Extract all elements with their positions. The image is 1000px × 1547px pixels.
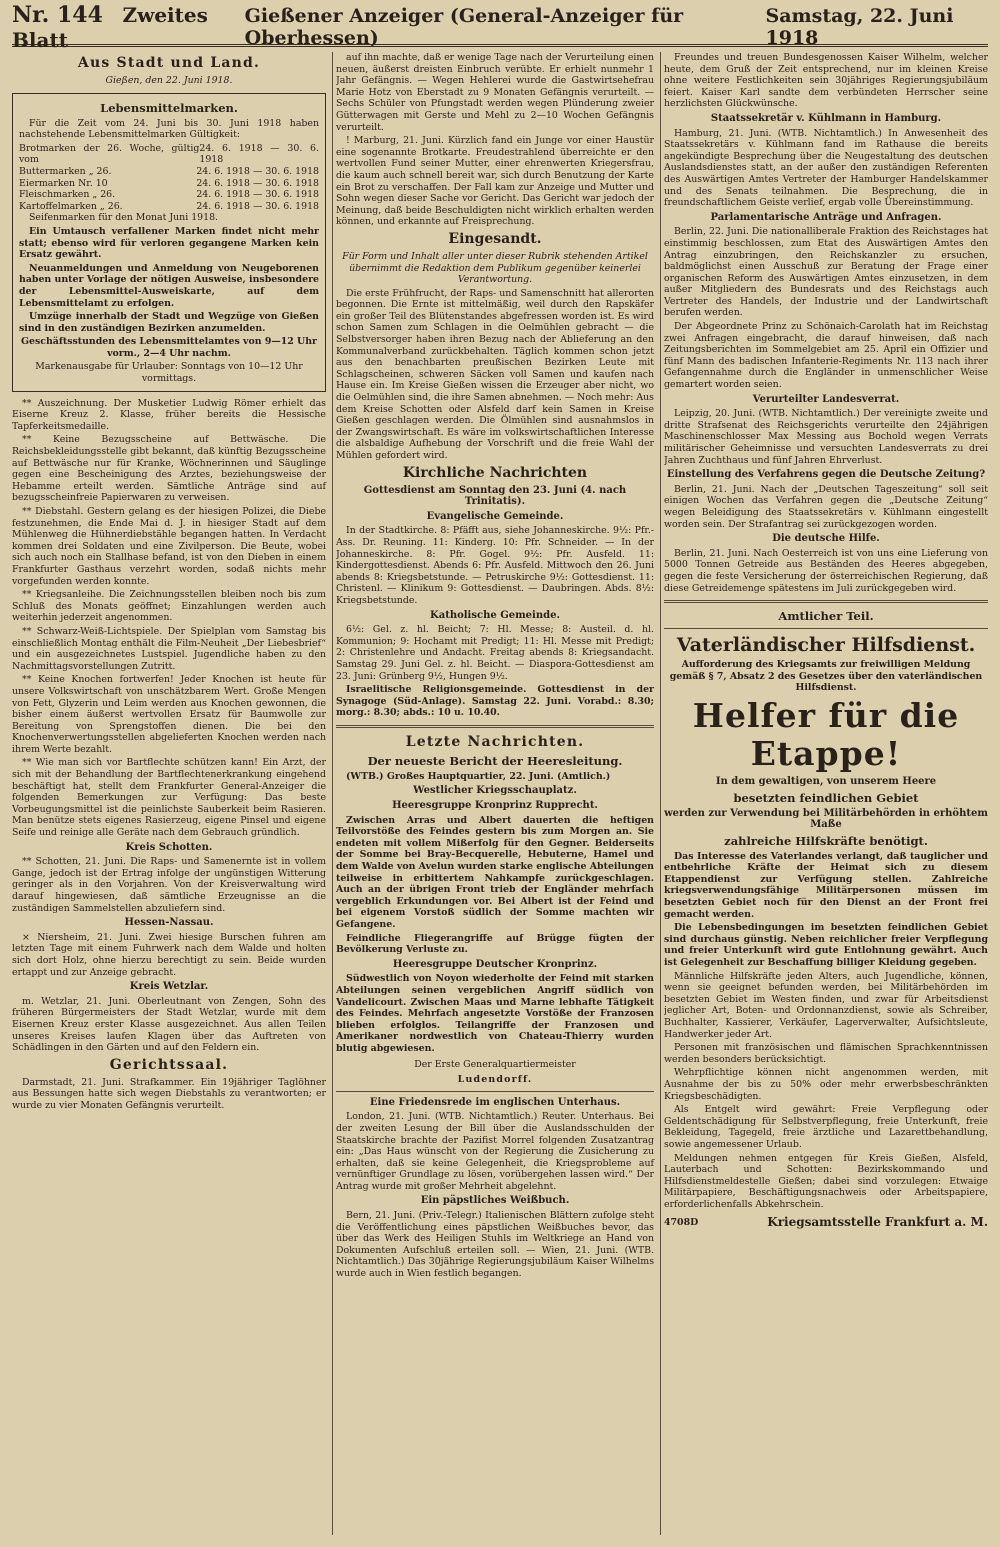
partei-heading: Parlamentarische Anträge und Anfragen. <box>710 211 942 223</box>
helfer-text: Personen mit französischen und flämischen Sprachkenntnissen werden besonders berücksichtigt. <box>664 1042 988 1065</box>
helfer-sub: zahlreiche Hilfskräfte benötigt. <box>724 833 928 848</box>
box-row: Eiermarken Nr. 10 24. 6. 1918 — 30. 6. 1918 <box>19 177 319 189</box>
column-2 <box>336 52 661 1535</box>
newspaper-title: Gießener Anzeiger (General-Anzeiger für Oberhessen) <box>244 5 684 49</box>
news-item: ** Wie man sich vor Bartflechte schützen kann! Ein Arzt, der sich mit der Behandlung der Bartflechtenerkrankung eingehend beschäftigt hat, stellt dem Frankfurter General-Anzeiger die folgenden Bemerkungen zur Verfügung: Das beste Vorbeugungsmittel ist die peinlichste Sauberkeit beim Rasieren. Man benütze stets eigenes Rasierzeug, eigene Pinsel und eigene Seife und reinige alle Geräte nach dem Gebrauch gründlich. <box>12 757 326 839</box>
eingesandt-heading: Eingesandt. <box>448 230 542 247</box>
box-note: Markenausgabe für Urlauber: Sonntags von 10—12 Uhr vormittags. <box>35 361 303 385</box>
kirchliche-sub: Gottesdienst am Sonntag den 23. Juni (4. nach Trinitatis). <box>363 484 627 508</box>
news-item: Feindliche Fliegerangriffe auf Brügge fügten der Bevölkerung Verluste zu. <box>336 932 654 956</box>
heeres-heading: Der neueste Bericht der Heeresleitung. <box>367 753 623 768</box>
evangelisch-heading: Evangelische Gemeinde. <box>426 510 564 522</box>
divider <box>336 725 654 728</box>
kirchliche-heading: Kirchliche Nachrichten <box>402 464 588 481</box>
news-item: In der Stadtkirche. 8: Pfäfft aus, siehe Johanneskirche. 9½: Pfr.-Ass. Dr. Reuning. 11: Kinderg. 10: Pfr. Schneider. — In der Johanneskirche. 8: Pfr. Gogel. 9½: Pfr. Ausfeld. 11: Kindergottesdienst. Abends 6: Pfr. Ausfeld. Mittwoch den 26. Juni abends 8: Kriegsbetstunde. — Petruskirche 9½: Gottesdienst. 11: Christenl. — Klinikum 9: Gottesdienst. — Daubringen. Abds. 8½: Kriegsbetstunde. <box>336 525 654 606</box>
gerichtssaal-heading: Gerichtssaal. <box>109 1056 229 1073</box>
vaterl-heading: Vaterländischer Hilfsdienst. <box>676 634 976 657</box>
friedensrede-heading: Eine Friedensrede im englischen Unterhaus. <box>369 1096 621 1108</box>
einstellung-heading: Einstellung des Verfahrens gegen die Deutsche Zeitung? <box>666 469 986 481</box>
news-item: Leipzig, 20. Juni. (WTB. Nichtamtlich.) Der vereinigte zweite und dritte Strafsenat des Reichsgerichts verurteilte den 24jährigen Maschinenschlosser Max Messing aus Bochold wegen Verrats militärischer Geheimnisse und versuchten Landesverrats zu drei Jahren Zuchthaus und fünf Jahren Ehrverlust. <box>664 408 988 466</box>
ad-code: 4708D <box>664 1216 699 1228</box>
news-item: m. Wetzlar, 21. Juni. Oberleutnant von Zengen, Sohn des früheren Bürgermeisters der Stadt Wetzlar, wurde mit dem Eisernen Kreuz erster Klasse ausgezeichnet. Aus allen Teilen unseres Kreises laufen Klagen über das Auftreten von Schädlingen in den Gärten und auf den Feldern ein. <box>12 995 326 1054</box>
column-1 <box>12 52 333 1535</box>
divider <box>336 1091 654 1092</box>
subheading-schotten: Kreis Schotten. <box>125 841 213 853</box>
box-row: Kartoffelmarken „ 26. 24. 6. 1918 — 30. 6. 1918 <box>19 200 319 212</box>
news-item: Der Abgeordnete Prinz zu Schönaich-Carolath hat im Reichstag zwei Anfragen eingebracht, die darauf hinweisen, daß nach Zeitungsberichten im Sommelgebiet am 25. April ein Offizier und fünf Mann des badischen Infanterie-Regiments Nr. 113 nach ihrer Gefangennahme durch die Engländer in unmenschlicher Weise gemartert worden seien. <box>664 321 988 391</box>
news-item: ** Schwarz-Weiß-Lichtspiele. Der Spielplan vom Samstag bis einschließlich Montag enthält die Film-Neuheit „Der Liebesbrief“ und ein ausgezeichnetes Lustspiel. Jugendliche haben zu den Nachmittagsvorstellungen Zutritt. <box>12 625 326 672</box>
box-row: Buttermarken „ 26. 24. 6. 1918 — 30. 6. 1918 <box>19 165 319 177</box>
box-note: Neuanmeldungen und Anmeldung von Neugeborenen haben unter Vorlage der nötigen Ausweise, insbesondere der Lebensmittel-Ausweiskarte, auf dem Lebensmittelamt zu erfolgen. <box>19 262 319 309</box>
news-item: Zwischen Arras und Albert dauerten die heftigen Teilvorstöße des Feindes gestern bis zum Morgen an. Sie endeten mit vollem Mißerfolg für den Gegner. Beiderseits der Somme bei Bray-Becquerelle, Hebuterne, Hamel und dem Walde von Avelun wurden starke englische Abteilungen teilweise in erbittertem Nahkampfe zurückgeschlagen. Auch an der übrigen Front trieb der Engländer mehrfach vergeblich Erkundungen vor. Bei Albert ist der Feind und bei eigenem Vorstoß südlich der Somme machten wir Gefangene. <box>336 814 654 930</box>
news-item: ** Schotten, 21. Juni. Die Raps- und Samenernte ist in vollem Gange, jedoch ist der Ertrag infolge der ungünstigen Witterung geringer als in den Vorjahren. Von der Kreisverwaltung wird darauf hingewiesen, daß sämtliche Erzeugnisse an die zuständigen Sammelstellen abzuliefern sind. <box>12 856 326 914</box>
news-item: Freundes und treuen Bundesgenossen Kaiser Wilhelm, welcher heute, dem Gruß der Zeit entsprechend, nur im kleinen Kreise ohne weitere Festlichkeiten sein 30jähriges Regierungsjubiläum feiert. Kaiser Karl sandte dem verbündeten Herrscher seine herzlichsten Glückwünsche. <box>664 52 988 110</box>
news-item: Südwestlich von Noyon wiederholte der Feind mit starken Abteilungen seinen vergeblichen Angriff südlich von Vandelicourt. Zwischen Maas und Marne lebhafte Tätigkeit des Feindes. Mehrfach angesetzte Vorstöße der Franzosen blieben erfolglos. Teilangriffe der Franzosen und Amerikaner nordwestlich von Chateau-Thierry wurden blutig abgewiesen. <box>336 973 654 1054</box>
subheading-wetzlar: Kreis Wetzlar. <box>129 981 209 993</box>
eingesandt-note: Für Form und Inhalt aller unter dieser Rubrik stehenden Artikel übernimmt die Redaktion dem Publikum gegenüber keinerlei Verantwortung. <box>342 250 648 286</box>
aufforderung: Aufforderung des Kriegsamts zur freiwilligen Meldung gemäß § 7, Absatz 2 des Gesetzes über den vaterländischen Hilfsdienst. <box>669 659 983 694</box>
dateline: Gießen, den 22. Juni 1918. <box>105 75 233 86</box>
issue-date: Samstag, 22. Juni 1918 <box>765 5 954 49</box>
rupprecht-heading: Heeresgruppe Kronprinz Rupprecht. <box>392 800 598 812</box>
news-item: ! Marburg, 21. Juni. Kürzlich fand ein Junge vor einer Haustür eine sogenannte Brotkarte. Freudestrahlend überreichte er den wertvollen Fund seiner Mutter, einer ehrenwerten Kriegersfrau, die kaum auch schnell bereit war, sich durch Benutzung der Karte ein Brot zu verschaffen. Der Fall kam zur Anzeige und Mutter und Sohn wegen dieser Sache vor Gericht. Das Gericht war jedoch der Meinung, daß beide Beschuldigten nicht wirklich erhalten werden können, und erkannte auf Freisprechung. <box>336 135 654 228</box>
helfer-text: Das Interesse des Vaterlandes verlangt, daß tauglicher und entbehrliche Kräfte der Heimat sich zu diesem Etappendienst zur Verfügung stellen. Zahlreiche kriegsverwendungsfähige Militärpersonen müssen im besetzten Gebiet noch für den Dienst an der Front frei gemacht werden. <box>664 850 988 920</box>
news-item: ** Keine Bezugsscheine auf Bettwäsche. Die Reichsbekleidungsstelle gibt bekannt, daß künftig Bezugsscheine auf Bettwäsche nur für Kranke, Wöchnerinnen und Säuglinge gegen eine Bescheinigung des Arztes, beziehungsweise der Hebamme erteilt werden. Sämtliche Anträge sind auf bezugsscheinfreie Papierwaren zu verweisen. <box>12 434 326 504</box>
box-row: Brotmarken der 26. Woche, gültig vom 24. 6. 1918 — 30. 6. 1918 <box>19 142 319 166</box>
section-heading: Aus Stadt und Land. <box>77 55 261 71</box>
lebensmittel-box <box>12 93 326 392</box>
signature-name: Ludendorff. <box>457 1074 533 1086</box>
divider <box>664 600 988 603</box>
issue-number: Nr. 144 <box>12 2 103 28</box>
news-item: London, 21. Juni. (WTB. Nichtamtlich.) Reuter. Unterhaus. Bei der zweiten Lesung der Bill über die Auslandsschulden der Staatskirche brachte der Pazifist Morrel folgenden Zusatzantrag ein: „Das Haus wünscht von der Regierung die Zusicherung zu erhalten, daß sie keine Gelegenheit, die Kriegsprobleme auf vernünftiger Grundlage zu lösen, vorübergehen lassen wird.“ Der Antrag wurde mit großer Mehrheit abgelehnt. <box>336 1111 654 1192</box>
helfer-sub: besetzten feindlichen Gebiet <box>733 790 919 805</box>
helfer-sub: In dem gewaltigen, von unserem Heere <box>715 775 937 787</box>
helfer-text: Die Lebensbedingungen im besetzten feindlichen Gebiet sind durchaus günstig. Neben reichlicher freier Verpflegung und freier Unterkunft wird gute Entlohnung gewährt. Auch ist Gelegenheit zur Beschaffung billiger Kleidung gegeben. <box>664 922 988 969</box>
news-item: ** Keine Knochen fortwerfen! Jeder Knochen ist heute für unsere Volkswirtschaft von unschätzbarem Wert. Große Mengen von Fett, Glyzerin und Leim werden aus Knochen gewonnen, die bisher einem äußerst wertvollen Ersatz für Baumwolle zur Bereitung von Sprengstoffen dienen. Die bei den Knochenverwertungsstellen abgelieferten Knochen werden nach ihrem Werte bezahlt. <box>12 674 326 755</box>
news-item: Die erste Frühfrucht, der Raps- und Samenschnitt hat allerorten begonnen. Die Ernte ist mittelmäßig, weil durch den Rapskäfer ein großer Teil des Blütenstandes abgefressen worden ist. Es wird schon Samen zum Schlagen in die Oelmühlen gebracht — die Selbstversorger haben ihren Bezug nach der Ablieferung an den Kommunalverband zurückbehalten. Täglich kommen schon jetzt aus den benachbarten preußischen Bezirken Leute mit Schlagscheinen, schweren Säcken voll Samen und kaufen nach Hause ein. Im Kreise Gießen wissen die Erzeuger aber nicht, wo die Oelmühlen sind, die ihre Samen abnehmen. — Noch mehr: Aus dem Kreise Schotten oder Alsfeld darf kein Samen in Kreise Gießen geschlagen werden. Die Ölmühlen sind ausnahmslos in der Zwangswirtschaft. Es wäre im volkswirtschaftlichen Interesse die alsbaldige Aufhebung der Vorschrift und die freie Wahl der Mühlen gefordert wird. <box>336 287 654 461</box>
letzte-heading: Letzte Nachrichten. <box>405 733 585 750</box>
ad-footer <box>664 1214 988 1229</box>
news-item: auf ihn machte, daß er wenige Tage nach der Verurteilung einen neuen, äußerst dreisten Einbruch verübte. Er erhielt nunmehr 1 Jahr Gefängnis. — Wegen Hehlerei wurde die Gastwirtsehefrau Marie Hotz von Eberstadt zu 9 Monaten Gefängnis verurteilt. — Sechs Schüler von Pfungstadt werden wegen Plünderung zweier Gütterwagen mit Gerste und Mehl zu 2—10 Wochen Gefängnis verurteilt. <box>336 52 654 133</box>
box-note: Geschäftsstunden des Lebensmittelamtes von 9—12 Uhr vorm., 2—4 Uhr nachm. <box>21 336 317 359</box>
divider <box>664 628 988 629</box>
news-item: Berlin, 21. Juni. Nach Oesterreich ist von uns eine Lieferung von 5000 Tonnen Getreide aus Beständen des Heeres abgegeben, gegen die feste Versicherung der österreichischen Regierung, daß diese Getreidemenge spätestens im Juli zurückgegeben wird. <box>664 547 988 594</box>
landesverrat-heading: Verurteilter Landesverrat. <box>752 393 900 405</box>
section-label: Zweites Blatt <box>12 3 208 52</box>
signature-title: Der Erste Generalquartiermeister <box>414 1058 576 1070</box>
box-row: Fleischmarken „ 26. 24. 6. 1918 — 30. 6. 1918 <box>19 189 319 201</box>
column-3 <box>664 52 988 1535</box>
news-item: Hamburg, 21. Juni. (WTB. Nichtamtlich.) In Anwesenheit des Staatssekretärs v. Kühlmann fand im Rathause die bereits angekündigte Besprechung über die Neugestaltung des deutschen Auslandsdienstes statt, an der außer den zuständigen Referenten des Auswärtigen Amtes Vertreter der Hamburger Handelskammer und des Senats teilnahmen. Die Besprechung, die in freundschaftlichem Geiste verlief, ergab volle Übereinstimmung. <box>664 127 988 209</box>
helfer-text: Als Entgelt wird gewährt: Freie Verpflegung oder Geldentschädigung für Selbstverpflegung, freie Unterkunft, freie Bekleidung, Tagegeld, freie ärztliche und Lazarettbehandlung, sowie angemessener Urlaub. <box>664 1104 988 1150</box>
box-note: Umzüge innerhalb der Stadt und Wegzüge von Gießen sind in den zuständigen Bezirken anzumelden. <box>19 311 319 334</box>
news-item: ** Diebstahl. Gestern gelang es der hiesigen Polizei, die Diebe festzunehmen, die Ende Mai d. J. in hiesiger Stadt auf dem Mühlenweg die Hühnerdiebstähle begangen hatten. In Verdacht kommen drei Soldaten und eine Zivilperson. Die Beute, wobei sich auch noch ein Stallhase befand, ist von den Dieben in einem Frankfurter Gasthaus verzehrt worden, sodaß nichts mehr vorgefunden werden konnte. <box>12 506 326 587</box>
box-note: Ein Umtausch verfallener Marken findet nicht mehr statt; ebenso wird für verloren gegangene Marken kein Ersatz gewährt. <box>19 225 319 261</box>
kronprinz-heading: Heeresgruppe Deutscher Kronprinz. <box>392 958 598 970</box>
westlicher-heading: Westlicher Kriegsschauplatz. <box>413 785 577 797</box>
ad-signature: Kriegsamtsstelle Frankfurt a. M. <box>767 1214 988 1229</box>
news-item: Israelitische Religionsgemeinde. Gottesdienst in der Synagoge (Süd-Anlage). Samstag 22. Juni. Vorabd.: 8.30; morg.: 8.30; abds.: 10 u. 10.40. <box>336 684 654 719</box>
box-soap: Seifenmarken für den Monat Juni 1918. <box>29 212 219 224</box>
news-item: Bern, 21. Juni. (Priv.-Telegr.) Italienischen Blättern zufolge steht die Veröffentlichung eines päpstlichen Weißbuches bevor, das über das Werk des Heiligen Stuhls im Weltkriege an Hand von Dokumenten Aufschluß erteilen soll. — Wien, 21. Juni. (WTB. Nichtamtlich.) Das 30jährige Regierungsjubiläum Kaiser Wilhelms wurde auch in Wien festlich begangen. <box>336 1210 654 1280</box>
subheading-hessen-nassau: Hessen-Nassau. <box>124 917 214 929</box>
box-intro: Für die Zeit vom 24. Juni bis 30. Juni 1918 haben nachstehende Lebensmittelmarken Gültigkeit: <box>19 117 319 141</box>
hilfe-heading: Die deutsche Hilfe. <box>772 533 880 545</box>
helfer-text: Meldungen nehmen entgegen für Kreis Gießen, Alsfeld, Lauterbach und Schotten: Bezirkskommando und Hilfsdienstmeldestelle Gießen; dabei sind vorzulegen: Etwaige Militärpapiere, Beschäftigungsnachweis oder Arbeitspapiere, erforderlichenfalls Abkehrschein. <box>664 1152 988 1210</box>
katholisch-heading: Katholische Gemeinde. <box>430 609 560 621</box>
news-item: Berlin, 21. Juni. Nach der „Deutschen Tageszeitung“ soll seit einigen Wochen das Verfahren gegen die „Deutsche Zeitung“ wegen Beleidigung des Staatssekretärs v. Kühlmann eingestellt worden sein. Der Strafantrag sei zurückgezogen worden. <box>664 483 988 530</box>
helfer-heading: Helfer für die Etappe! <box>692 695 960 773</box>
helfer-text: Wehrpflichtige können nicht angenommen werden, mit Ausnahme der bis zu 50% oder mehr erwerbsbeschränkten Kriegsbeschädigten. <box>664 1067 988 1102</box>
news-item: Darmstadt, 21. Juni. Strafkammer. Ein 19jähriger Taglöhner aus Bessungen hatte sich wegen Diebstahls zu verantworten; er wurde zu vier Monaten Gefängnis verurteilt. <box>12 1076 326 1111</box>
paepstlich-heading: Ein päpstliches Weißbuch. <box>420 1195 570 1207</box>
news-item: Berlin, 22. Juni. Die nationalliberale Fraktion des Reichstages hat einstimmig beschlossen, zum Etat des Auswärtigen Amtes den Antrag einzubringen, den Reichskanzler zu ersuchen, baldmöglichst einen Ausschuß zur Beratung der Frage einer organischen Reform des Auswärtigen Amtes einzusetzen, in dem außer Mitgliedern des Bundesrats und des Reichstags auch Vertreter des Handels, der Industrie und der Landwirtschaft berufen werden. <box>664 226 988 319</box>
news-item: ** Auszeichnung. Der Musketier Ludwig Römer erhielt das Eiserne Kreuz 2. Klasse, früher bereits die Hessische Tapferkeitsmedaille. <box>12 397 326 432</box>
wtb-line: (WTB.) Großes Hauptquartier, 22. Juni. (Amtlich.) <box>346 770 611 782</box>
helfer-text: Männliche Hilfskräfte jeden Alters, auch Jugendliche, können, wenn sie geeignet befunden werden, bei Militärbehörden im besetzten Gebiet im Westen finden, und zwar für Arbeitsdienst jeglicher Art, Boten- und Ordonnanzdienst, sowie als Schreiber, Buchhalter, Kassierer, Verkäufer, Lagerverwalter, Aufsichtsleute, Handwerker jeder Art. <box>664 970 988 1040</box>
kuehlmann-heading: Staatssekretär v. Kühlmann in Hamburg. <box>710 112 942 124</box>
amtlich-heading: Amtlicher Teil. <box>778 609 874 624</box>
news-item: ** Kriegsanleihe. Die Zeichnungsstellen bleiben noch bis zum Schluß des Monats geöffnet; Einzahlungen werden auch weiterhin jederzeit angenommen. <box>12 589 326 624</box>
helfer-sub: werden zur Verwendung bei Militärbehörden in erhöhtem Maße <box>664 807 988 831</box>
masthead <box>12 2 988 52</box>
news-item: 6½: Gel. z. hl. Beicht; 7: Hl. Messe; 8: Austeil. d. hl. Kommunion; 9: Hochamt mit Predigt; 11: Hl. Messe mit Predigt; 2: Christenlehre und Andacht. Freitag abends 8: Kriegsandacht. Samstag 29. Juni Gel. z. hl. Beicht. — Diaspora-Gottesdienst am 23. Juni: Grünberg 9½, Hungen 9½. <box>336 624 654 682</box>
box-title: Lebensmittelmarken. <box>100 100 238 115</box>
news-item: × Niersheim, 21. Juni. Zwei hiesige Burschen fuhren am letzten Tage mit einem Fuhrwerk nach dem Walde und holten sich dort Holz, ohne hierzu berechtigt zu sein. Beide wurden ertappt und zur Anzeige gebracht. <box>12 931 326 978</box>
